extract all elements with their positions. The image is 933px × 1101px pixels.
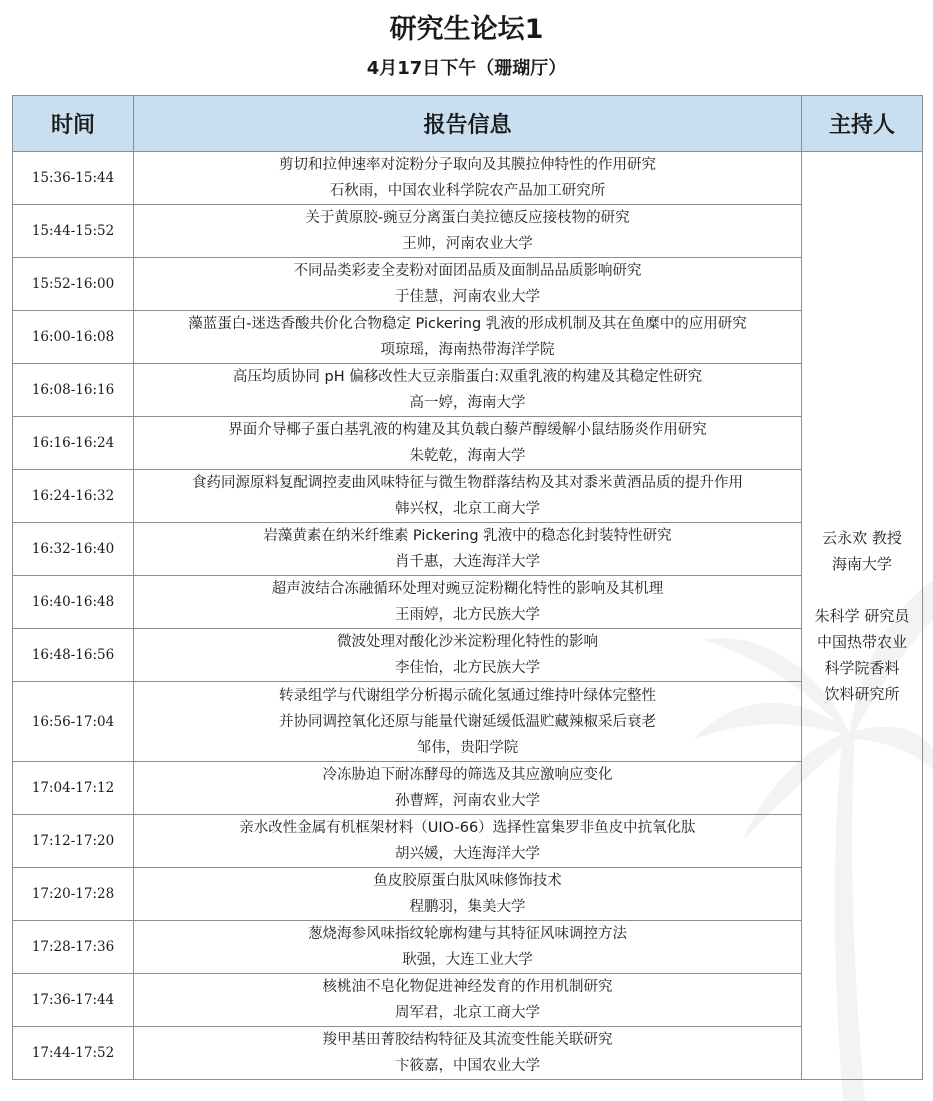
table-row	[13, 364, 923, 417]
session-time: 16:40-16:48	[13, 576, 134, 629]
session-info	[134, 682, 802, 762]
session-time: 17:20-17:28	[13, 868, 134, 921]
report-title-line: 高压均质协同 pH 偏移改性大豆亲脂蛋白:双重乳液的构建及其稳定性研究	[232, 369, 703, 385]
report-title-line: 关于黄原胶-豌豆分离蛋白美拉德反应接枝物的研究	[305, 210, 630, 226]
table-row	[13, 311, 923, 364]
speaker-affiliation: 韩兴权，北京工商大学	[395, 501, 540, 517]
report-title-line: 亲水改性金属有机框架材料（UIO-66）选择性富集罗非鱼皮中抗氧化肽	[239, 820, 696, 836]
report-title-line: 超声波结合冻融循环处理对豌豆淀粉糊化特性的影响及其机理	[271, 581, 664, 597]
session-time: 17:12-17:20	[13, 815, 134, 868]
host-cell	[802, 152, 923, 1080]
host-line: 科学院香料	[824, 658, 900, 677]
report-title-line: 羧甲基田菁胶结构特征及其流变性能关联研究	[322, 1032, 613, 1048]
host-column-header: 主持人	[802, 96, 923, 152]
host-line: 朱科学 研究员	[814, 606, 910, 625]
session-time: 16:24-16:32	[13, 470, 134, 523]
session-info	[134, 629, 802, 682]
session-time: 15:52-16:00	[13, 258, 134, 311]
session-time: 17:28-17:36	[13, 921, 134, 974]
page-title: 研究生论坛1	[389, 14, 544, 45]
report-title-line: 剪切和拉伸速率对淀粉分子取向及其膜拉伸特性的作用研究	[279, 157, 656, 173]
report-title-line: 核桃油不皂化物促进神经发育的作用机制研究	[322, 979, 613, 995]
report-title-line: 食药同源原料复配调控麦曲风味特征与微生物群落结构及其对黍米黄酒品质的提升作用	[192, 475, 743, 491]
session-time: 16:08-16:16	[13, 364, 134, 417]
speaker-affiliation: 邹伟，贵阳学院	[416, 739, 519, 756]
speaker-affiliation: 周军君，北京工商大学	[395, 1005, 540, 1021]
table-row	[13, 974, 923, 1027]
table-row	[13, 682, 923, 762]
session-info	[134, 364, 802, 417]
report-title-line: 界面介导椰子蛋白基乳液的构建及其负载白藜芦醇缓解小鼠结肠炎作用研究	[228, 422, 707, 438]
table-row	[13, 868, 923, 921]
session-info	[134, 868, 802, 921]
session-time: 17:36-17:44	[13, 974, 134, 1027]
session-info	[134, 974, 802, 1027]
session-info	[134, 921, 802, 974]
session-info	[134, 417, 802, 470]
session-time: 16:00-16:08	[13, 311, 134, 364]
table-row	[13, 921, 923, 974]
report-title-line: 转录组学与代谢组学分析揭示硫化氢通过维持叶绿体完整性	[279, 687, 656, 704]
report-title-line: 微波处理对酸化沙米淀粉理化特性的影响	[337, 634, 598, 650]
report-title-line: 不同品类彩麦全麦粉对面团品质及面制品品质影响研究	[293, 263, 642, 279]
session-time: 15:44-15:52	[13, 205, 134, 258]
session-info	[134, 311, 802, 364]
report-title-line: 冷冻胁迫下耐冻酵母的筛选及其应激响应变化	[322, 767, 613, 783]
table-row	[13, 258, 923, 311]
time-column-header: 时间	[13, 96, 134, 152]
speaker-affiliation: 于佳慧，河南农业大学	[395, 289, 540, 305]
session-time: 17:04-17:12	[13, 762, 134, 815]
host-entry	[802, 525, 922, 577]
session-time: 16:56-17:04	[13, 682, 134, 762]
session-info	[134, 1027, 802, 1080]
speaker-affiliation: 孙曹辉，河南农业大学	[395, 793, 540, 809]
table-header-row	[13, 96, 923, 152]
report-title-line: 葱烧海参风味指纹轮廓构建与其特征风味调控方法	[308, 926, 627, 942]
speaker-affiliation: 朱乾乾，海南大学	[409, 448, 526, 464]
session-info	[134, 815, 802, 868]
info-column-header: 报告信息	[134, 96, 802, 152]
table-row	[13, 470, 923, 523]
speaker-affiliation: 耿强，大连工业大学	[402, 952, 533, 968]
session-time: 15:36-15:44	[13, 152, 134, 205]
speaker-affiliation: 项琼瑶，海南热带海洋学院	[380, 342, 555, 358]
speaker-affiliation: 卞筱嘉，中国农业大学	[395, 1058, 540, 1074]
host-entry	[802, 603, 922, 707]
session-info	[134, 762, 802, 815]
session-time: 16:48-16:56	[13, 629, 134, 682]
session-time: 16:16-16:24	[13, 417, 134, 470]
speaker-affiliation: 石秋雨，中国农业科学院农产品加工研究所	[329, 183, 606, 199]
host-spacer	[802, 577, 922, 603]
host-line: 饮料研究所	[824, 684, 900, 703]
table-row	[13, 1027, 923, 1080]
speaker-affiliation: 高一婷，海南大学	[409, 395, 526, 411]
table-row	[13, 815, 923, 868]
speaker-affiliation: 李佳怡，北方民族大学	[395, 660, 540, 676]
report-title-line: 藻蓝蛋白-迷迭香酸共价化合物稳定 Pickering 乳液的形成机制及其在鱼糜中的应用研究	[188, 316, 747, 332]
session-info	[134, 470, 802, 523]
table-row	[13, 762, 923, 815]
table-row	[13, 152, 923, 205]
session-time: 16:32-16:40	[13, 523, 134, 576]
table-row	[13, 576, 923, 629]
speaker-affiliation: 胡兴媛，大连海洋大学	[395, 846, 540, 862]
speaker-affiliation: 程鹏羽，集美大学	[409, 899, 526, 915]
host-line: 云永欢 教授	[822, 528, 902, 547]
table-row	[13, 417, 923, 470]
speaker-affiliation: 王帅，河南农业大学	[402, 236, 533, 252]
host-line: 海南大学	[831, 554, 892, 573]
report-title-line: 并协同调控氧化还原与能量代谢延缓低温贮藏辣椒采后衰老	[279, 713, 656, 730]
speaker-affiliation: 王雨婷，北方民族大学	[395, 607, 540, 623]
session-info	[134, 523, 802, 576]
report-title-line: 鱼皮胶原蛋白肽风味修饰技术	[373, 873, 562, 889]
host-line: 中国热带农业	[816, 632, 907, 651]
table-row	[13, 523, 923, 576]
session-info	[134, 152, 802, 205]
page-subtitle: 4月17日下午（珊瑚厅）	[366, 58, 567, 79]
session-time: 17:44-17:52	[13, 1027, 134, 1080]
session-info	[134, 258, 802, 311]
session-info	[134, 205, 802, 258]
schedule-table	[12, 95, 923, 1080]
report-title-line: 岩藻黄素在纳米纤维素 Pickering 乳液中的稳态化封装特性研究	[263, 528, 672, 544]
session-info	[134, 576, 802, 629]
speaker-affiliation: 肖千惠，大连海洋大学	[395, 554, 540, 570]
table-row	[13, 629, 923, 682]
table-row	[13, 205, 923, 258]
